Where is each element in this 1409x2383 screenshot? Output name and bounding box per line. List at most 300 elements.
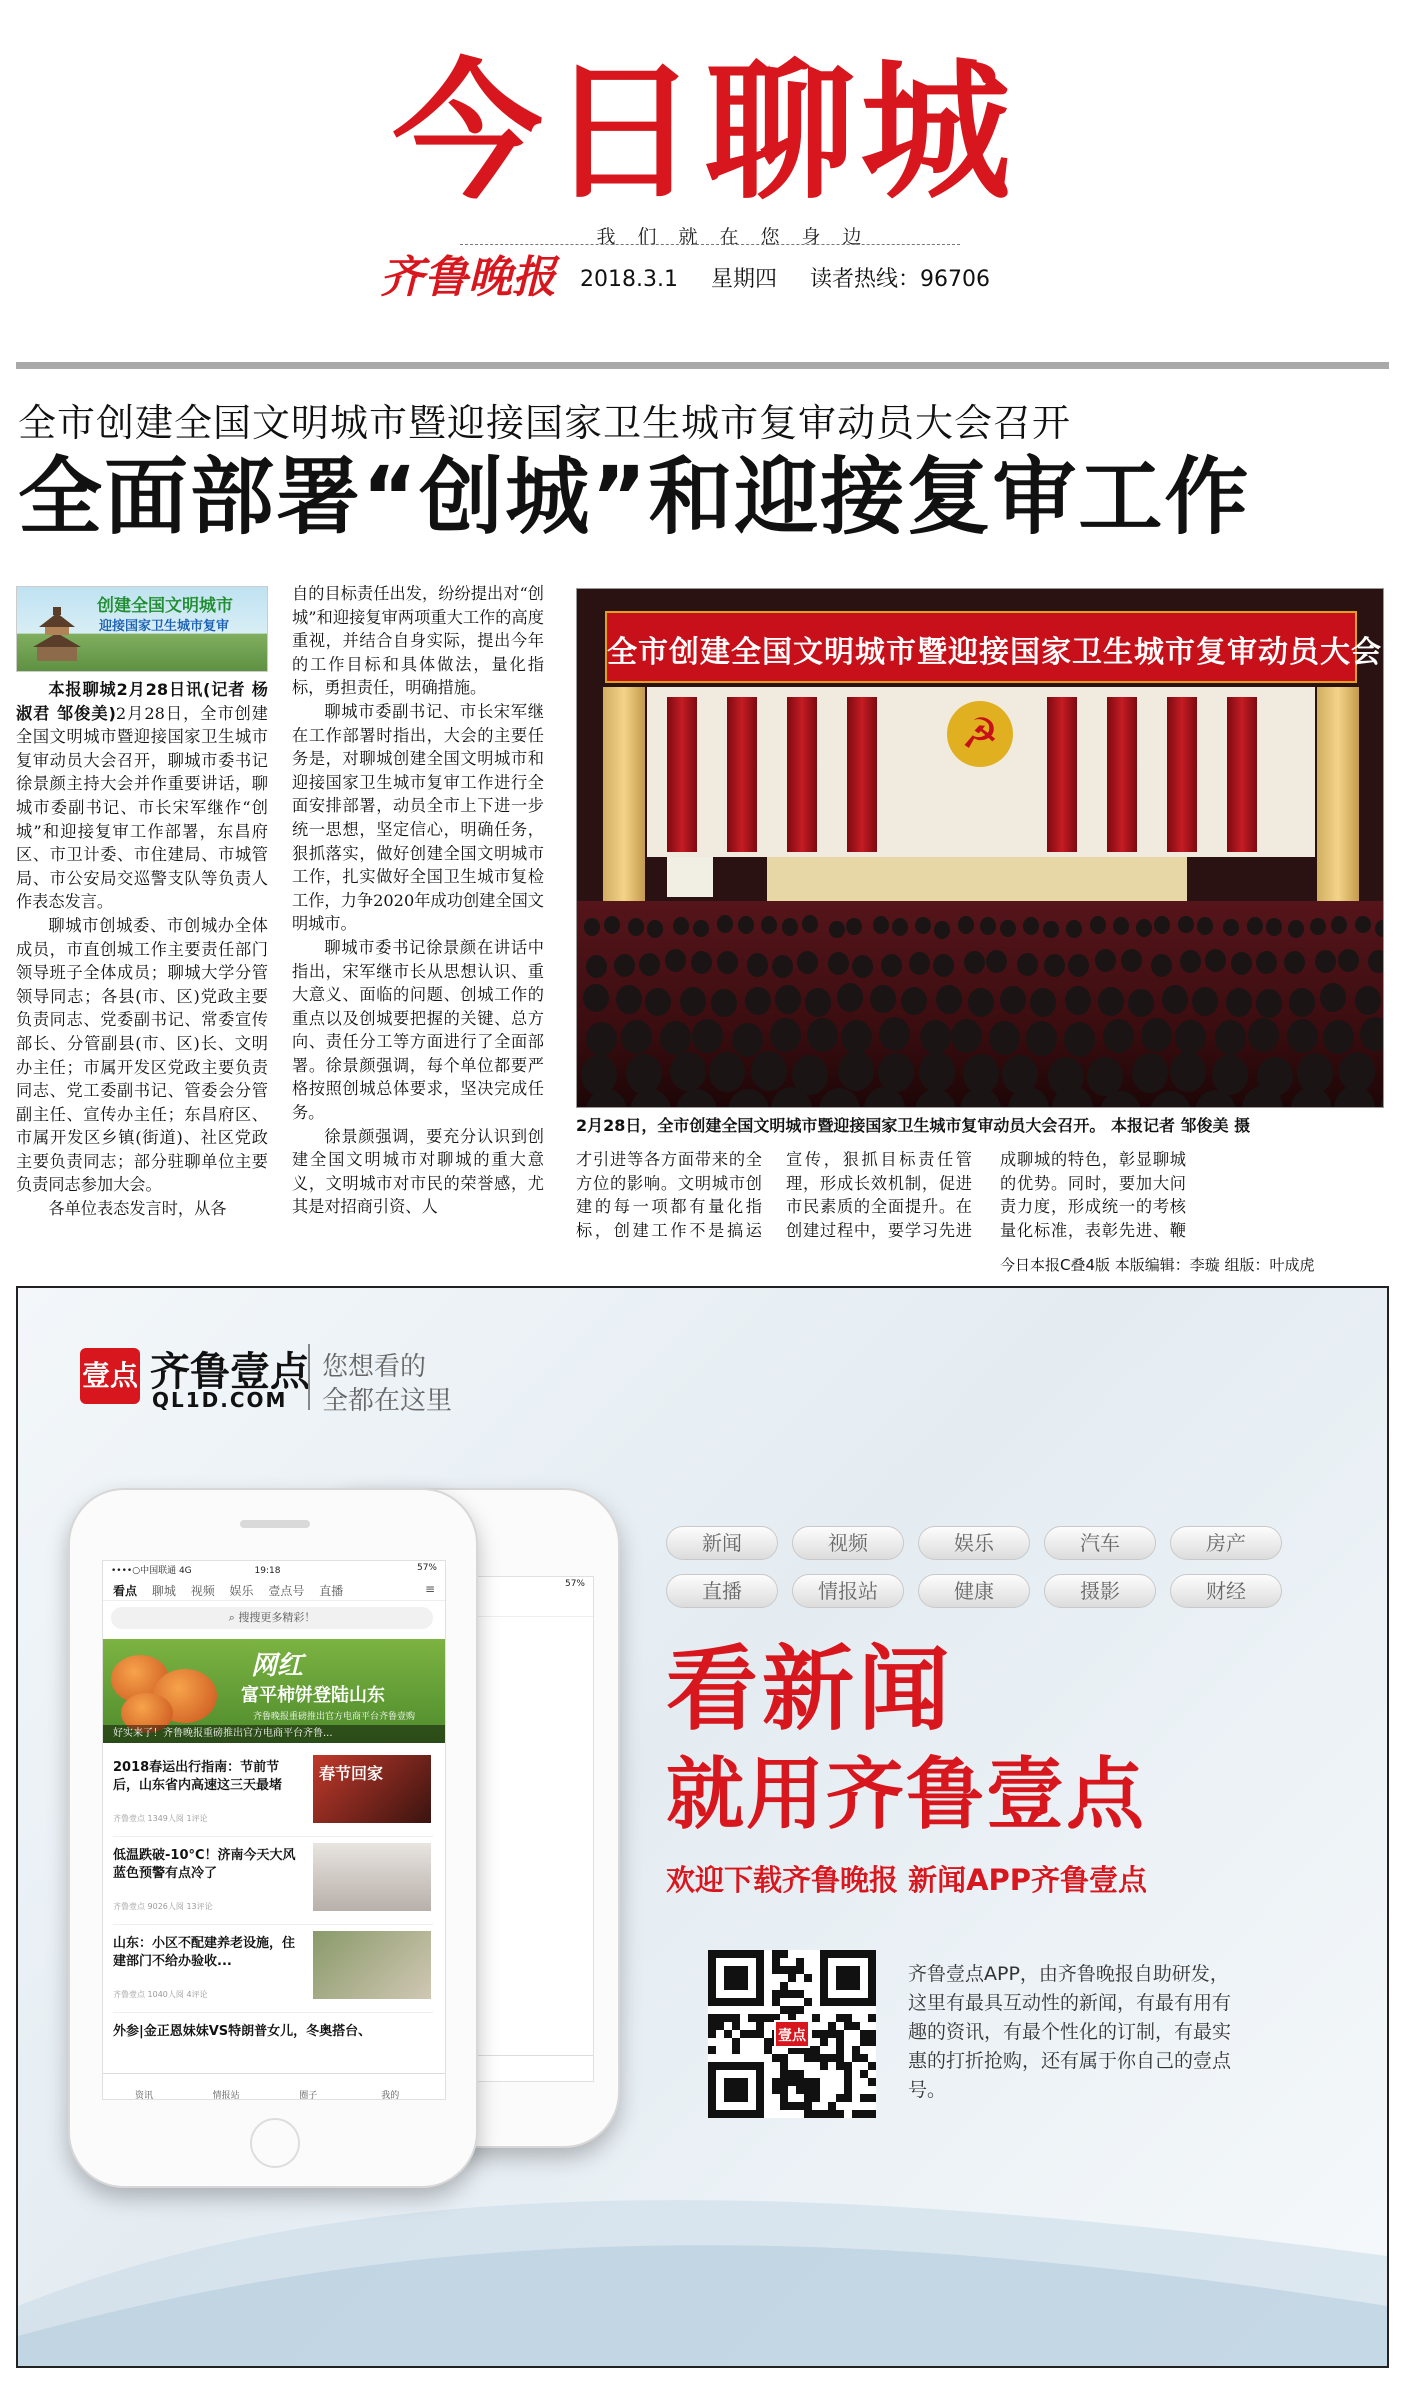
audience-head xyxy=(1256,951,1277,974)
ad-tagline-2: 全都在这里 xyxy=(322,1386,453,1416)
qr-module xyxy=(756,2022,764,2030)
qr-module xyxy=(828,2030,836,2038)
qr-module xyxy=(836,2054,844,2062)
qr-module xyxy=(748,2014,756,2022)
article-column-4 xyxy=(786,1148,972,1244)
audience-head xyxy=(1066,920,1082,938)
audience-head xyxy=(964,951,985,974)
audience-head xyxy=(1000,986,1026,1015)
nav-tab-liaocheng[interactable]: 聊城 xyxy=(151,1584,176,1598)
audience-head xyxy=(1150,1091,1191,1108)
qr-module xyxy=(764,2014,772,2022)
slogan-rule xyxy=(460,244,960,245)
audience-head xyxy=(693,920,709,938)
qr-module xyxy=(708,2022,716,2030)
hero-caption: 好实来了！齐鲁晚报重磅推出官方电商平台齐鲁... xyxy=(103,1725,445,1743)
qr-module xyxy=(820,2054,828,2062)
audience-head xyxy=(1284,951,1305,974)
qilu-yidian-ad xyxy=(16,1286,1389,2368)
masthead-title: 今日聊城 xyxy=(392,46,1017,220)
photo-caption: 2月28日，全市创建全国文明城市暨迎接国家卫生城市复审动员大会召开。 本报记者 邹俊美 摄 xyxy=(576,1116,1251,1135)
audience-head xyxy=(1291,1087,1332,1108)
audience-head xyxy=(1170,1052,1206,1092)
qr-module xyxy=(860,2038,868,2046)
news-list-item[interactable] xyxy=(113,1925,433,2013)
qr-module xyxy=(844,2022,852,2030)
col1-para-3: 各单位表态发言时，从各 xyxy=(48,1199,227,1219)
qr-module xyxy=(796,1958,804,1966)
article-column-1 xyxy=(16,678,268,1238)
qr-module xyxy=(868,2094,876,2102)
audience-head xyxy=(586,1022,617,1056)
nav-tab-entertainment[interactable]: 娱乐 xyxy=(229,1584,254,1598)
news-item-meta: 齐鲁壹点 1349人阅 1评论 xyxy=(113,1814,208,1823)
news-item-title: 2018春运出行指南：节前节后，山东省内高速这三天最堵 xyxy=(113,1760,283,1793)
ad-download-line: 欢迎下载齐鲁晚报 新闻APP齐鲁壹点 xyxy=(666,1863,1148,1897)
qr-module xyxy=(852,2054,860,2062)
qr-module xyxy=(860,2070,868,2078)
campaign-thumbnail xyxy=(16,586,268,672)
audience-head xyxy=(837,983,863,1012)
audience-head xyxy=(1197,917,1213,935)
category-video[interactable]: 视频 xyxy=(792,1526,904,1560)
nav-tab-live[interactable]: 直播 xyxy=(319,1584,344,1598)
qr-module xyxy=(868,2110,876,2118)
qr-module xyxy=(796,2086,804,2094)
audience-head xyxy=(709,1052,745,1092)
ad-brand-divider xyxy=(308,1344,310,1410)
audience-head xyxy=(782,918,798,936)
qr-module xyxy=(780,1950,788,1958)
audience-head xyxy=(1287,1019,1318,1053)
qr-module xyxy=(820,2062,828,2070)
audience-head xyxy=(968,988,994,1017)
audience-head xyxy=(1368,950,1384,973)
masthead-slogan: 我们就在您身边 xyxy=(596,226,884,248)
audience-head xyxy=(986,950,1007,973)
photo-signboard xyxy=(667,857,713,897)
qr-module xyxy=(764,2046,772,2054)
menu-icon[interactable]: ≡ xyxy=(424,1582,435,1596)
qr-module xyxy=(812,2054,820,2062)
phone-search-input[interactable]: ⌕ 搜搜更多精彩！ xyxy=(111,1607,433,1629)
qr-module xyxy=(788,1990,796,1998)
audience-head xyxy=(920,1020,951,1054)
audience-head xyxy=(1154,916,1170,934)
audience-head xyxy=(960,1088,1001,1108)
article-column-3 xyxy=(576,1148,762,1244)
news-item-meta: 齐鲁壹点 1040人阅 4评论 xyxy=(113,1990,208,1999)
party-emblem-icon: ☭ xyxy=(947,701,1013,767)
qr-module xyxy=(780,2102,788,2110)
qr-module xyxy=(780,2006,788,2014)
qr-module xyxy=(788,1966,796,1974)
audience-head xyxy=(1136,919,1152,937)
hero-title-3: 齐鲁晚报重磅推出官方电商平台齐鲁壹购 xyxy=(253,1712,416,1722)
qr-module xyxy=(868,2014,876,2022)
audience-head xyxy=(1162,985,1188,1014)
qr-module xyxy=(836,2062,844,2070)
qr-module xyxy=(708,2014,716,2022)
qr-module xyxy=(780,2078,788,2086)
audience-head xyxy=(1121,949,1142,972)
qr-module xyxy=(796,1966,804,1974)
qr-module xyxy=(780,2086,788,2094)
qr-module xyxy=(772,1958,780,1966)
hero-title-2: 富平柿饼登陆山东 xyxy=(241,1685,385,1706)
audience-head xyxy=(1248,1018,1279,1052)
qr-module xyxy=(836,2030,844,2038)
audience-head xyxy=(1132,1053,1168,1093)
qr-module xyxy=(772,1950,780,1958)
news-item-thumbnail xyxy=(313,1931,431,1999)
audience-head xyxy=(728,1089,769,1108)
qr-module xyxy=(860,2030,868,2038)
audience-head xyxy=(1315,950,1336,973)
audience-head xyxy=(751,1051,787,1091)
qr-module xyxy=(836,2110,844,2118)
phone-hero-banner[interactable] xyxy=(103,1639,445,1743)
audience-head xyxy=(1231,952,1252,975)
qr-module xyxy=(836,2038,844,2046)
qr-module xyxy=(788,2070,796,2078)
phone-home-button[interactable] xyxy=(250,2118,300,2168)
audience-head xyxy=(645,988,671,1017)
nav-tab-highlights[interactable]: 看点 xyxy=(113,1584,138,1598)
qr-module xyxy=(732,2038,740,2046)
audience-head xyxy=(934,921,950,939)
audience-head xyxy=(676,1089,717,1108)
audience-head xyxy=(1017,953,1038,976)
audience-head xyxy=(692,1019,723,1053)
qr-module xyxy=(804,1974,812,1982)
col4-para: 宣传，狠抓目标责任管理，形成长效机制，促进市民素质的全面提升。在创建过程中，要学习先进 xyxy=(786,1150,972,1240)
tab-circle[interactable]: 圈子 xyxy=(299,2091,318,2100)
news-item-meta: 齐鲁壹点 9026人阅 13评论 xyxy=(113,1902,213,1911)
audience-head xyxy=(951,1019,982,1053)
audience-head xyxy=(717,951,738,974)
audience-head xyxy=(852,955,873,978)
audience-head xyxy=(805,988,831,1017)
qr-module xyxy=(788,2006,796,2014)
audience-head xyxy=(1323,1020,1354,1054)
category-live[interactable]: 直播 xyxy=(666,1574,778,1608)
category-auto[interactable]: 汽车 xyxy=(1044,1526,1156,1560)
audience-head xyxy=(1065,986,1091,1015)
category-intel[interactable]: 情报站 xyxy=(792,1574,904,1608)
qr-finder xyxy=(836,1966,860,1990)
col5-para: 成聊城的特色，彰显聊城的优势。同时，要加大问责力度，形成统一的考核量化标准，表彰先进、鞭 xyxy=(1000,1150,1186,1240)
news-list-item[interactable] xyxy=(113,1749,433,1837)
tab-mine[interactable]: 我的 xyxy=(381,2091,400,2100)
category-realestate[interactable]: 房产 xyxy=(1170,1526,1282,1560)
qr-module xyxy=(780,2054,788,2062)
ad-slogan-1: 看新闻 xyxy=(666,1636,955,1743)
ad-description: 齐鲁壹点APP，由齐鲁晚报自助研发，这里有最具互动性的新闻，有最有用有趣的资讯，有最个性化的订制，有最实惠的打折抢购，还有属于你自己的壹点号。 xyxy=(908,1963,1232,2101)
qr-module xyxy=(796,2102,804,2110)
audience-head xyxy=(1023,917,1039,935)
audience-head xyxy=(628,918,644,936)
category-finance[interactable]: 财经 xyxy=(1170,1574,1282,1608)
audience-head xyxy=(680,987,706,1016)
news-list-item[interactable] xyxy=(113,2013,433,2053)
audience-head xyxy=(936,985,962,1014)
qr-finder xyxy=(724,2078,748,2102)
audience-head xyxy=(878,1053,914,1093)
qr-module xyxy=(820,2110,828,2118)
qr-module xyxy=(780,1990,788,1998)
news-item-title: 山东：小区不配建养老设施，住建部门不给办验收... xyxy=(113,1936,296,1969)
category-entertainment[interactable]: 娱乐 xyxy=(918,1526,1030,1560)
article-column-5 xyxy=(1000,1148,1186,1244)
col3-para: 才引进等各方面带来的全方位的影响。文明城市创建的每一项都有量化指标，创建工作不是搞运 xyxy=(576,1150,762,1240)
photo-banner xyxy=(605,611,1382,683)
qr-module xyxy=(732,2022,740,2030)
col2-para-1: 自的目标责任出发，纷纷提出对“创城”和迎接复审两项重大工作的高度重视，并结合自身实际，提出今年的工作目标和具体做法，量化指标，勇担责任，明确措施。 xyxy=(292,584,544,698)
qr-module xyxy=(844,2094,852,2102)
qr-module xyxy=(796,2070,804,2078)
qr-module xyxy=(796,2078,804,2086)
qr-module xyxy=(716,2022,724,2030)
audience-head xyxy=(1320,983,1346,1012)
audience-head xyxy=(909,952,930,975)
qr-module xyxy=(788,2102,796,2110)
phone-statusbar xyxy=(103,1561,445,1577)
audience-head xyxy=(1355,916,1371,934)
audience-head xyxy=(802,915,818,933)
audience-head xyxy=(989,1021,1020,1055)
qr-module xyxy=(804,1998,812,2006)
qr-module xyxy=(868,2062,876,2070)
audience-head xyxy=(604,916,620,934)
audience-head xyxy=(829,921,845,939)
qr-module xyxy=(860,2094,868,2102)
page-credits: 今日本报C叠4版 本版编辑：李璇 组版：叶成虎 xyxy=(1000,1256,1315,1274)
ad-slogan-2: 就用齐鲁壹点 xyxy=(666,1750,1147,1840)
col2-para-4: 徐景颜强调，要充分认识到创建全国文明城市对聊城的重大意义，文明城市对市民的荣誉感，尤其是对招商引资、人 xyxy=(292,1126,544,1217)
article-kicker: 全市创建全国文明城市暨迎接国家卫生城市复审动员大会召开 xyxy=(18,401,1072,445)
qr-module xyxy=(756,2014,764,2022)
audience-head xyxy=(1375,920,1384,938)
news-item-thumbnail: 春节回家 xyxy=(313,1755,431,1823)
qr-module xyxy=(772,2054,780,2062)
qr-module xyxy=(724,2030,732,2038)
thumb-title: 创建全国文明城市 xyxy=(97,596,233,616)
qr-module xyxy=(804,2102,812,2110)
qr-module xyxy=(812,2094,820,2102)
phone-tabbar xyxy=(103,2073,445,2099)
qr-module xyxy=(780,2094,788,2102)
category-news[interactable]: 新闻 xyxy=(666,1526,778,1560)
audience-head xyxy=(1068,954,1089,977)
qr-module xyxy=(836,2014,844,2022)
audience-head xyxy=(807,1018,838,1052)
audience-head xyxy=(1113,917,1129,935)
audience-head xyxy=(616,985,642,1014)
yidian-logo-icon: 壹点 xyxy=(80,1348,140,1404)
qr-module xyxy=(804,2110,812,2118)
audience-head xyxy=(958,916,974,934)
qr-module xyxy=(812,2086,820,2094)
audience-head xyxy=(901,987,927,1016)
audience-head xyxy=(738,916,754,934)
qr-module xyxy=(804,2054,812,2062)
qr-module xyxy=(868,2038,876,2046)
qr-module xyxy=(780,1966,788,1974)
qr-module xyxy=(844,2070,852,2078)
audience-head xyxy=(1098,987,1124,1016)
audience-head xyxy=(828,952,849,975)
audience-head xyxy=(1212,1055,1248,1095)
audience-head xyxy=(1215,1020,1246,1054)
audience-head xyxy=(745,987,771,1016)
audience-head xyxy=(1090,916,1106,934)
qr-module xyxy=(780,1982,788,1990)
qr-module xyxy=(796,2006,804,2014)
qilu-evening-news-logo: 齐鲁晚报 xyxy=(380,252,556,303)
audience-head xyxy=(819,1088,860,1108)
photo-audience xyxy=(577,901,1384,1108)
news-list-item[interactable] xyxy=(113,1837,433,1925)
qr-module xyxy=(772,1966,780,1974)
category-photo[interactable]: 摄影 xyxy=(1044,1574,1156,1608)
qr-module xyxy=(836,2094,844,2102)
issue-weekday: 星期四 xyxy=(710,267,777,292)
qr-finder xyxy=(724,1966,748,1990)
dateline xyxy=(580,262,1016,293)
qr-module xyxy=(780,2070,788,2078)
article-column-2 xyxy=(292,582,544,1242)
phone-front-screen xyxy=(102,1560,446,2100)
qr-module xyxy=(796,1990,804,1998)
audience-head xyxy=(1355,986,1381,1015)
qr-module xyxy=(788,1974,796,1982)
qr-module xyxy=(764,2038,772,2046)
status-carrier: ••••○中国联通 4G xyxy=(111,1566,192,1576)
audience-head xyxy=(1178,916,1194,934)
audience-head xyxy=(660,1021,691,1055)
audience-head xyxy=(1223,919,1239,937)
tab-intel[interactable]: 情报站 xyxy=(212,2091,240,2100)
phone-back-statusbar: 57% xyxy=(564,1579,585,1589)
qr-module xyxy=(844,2014,852,2022)
audience-head xyxy=(1192,987,1218,1016)
status-time: 19:18 xyxy=(254,1566,281,1576)
category-health[interactable]: 健康 xyxy=(918,1574,1030,1608)
audience-head xyxy=(1043,921,1059,939)
photo-rostrum xyxy=(767,857,1187,901)
qr-module xyxy=(732,2014,740,2022)
audience-head xyxy=(873,916,889,934)
audience-head xyxy=(586,955,607,978)
col1-para-2: 聊城市创城委、市创城办全体成员，市直创城工作主要责任部门领导班子全体成员；聊城大学分管领导同志；各县(市、区)党政主要负责同志、党委副书记、常委宣传部长、分管副县(市、区)长、文明办主任；市属开发区党政主要负责同志、党工委副书记、管委会分管副主任、宣传办主任；东昌府区、市属开发区乡镇(街道)、社区党政主要负责同志；部分驻聊单位主要负责同志参加大会。 xyxy=(16,915,268,1195)
audience-head xyxy=(583,984,609,1013)
qr-module xyxy=(820,2038,828,2046)
qr-module xyxy=(812,2110,820,2118)
audience-head xyxy=(647,920,663,938)
audience-head xyxy=(1289,988,1315,1017)
qr-logo-icon: 壹点 xyxy=(774,2020,810,2048)
audience-head xyxy=(1310,918,1326,936)
audience-head xyxy=(1030,988,1056,1017)
audience-head xyxy=(980,917,996,935)
audience-head xyxy=(626,1054,662,1094)
qr-module xyxy=(740,2030,748,2038)
qr-module xyxy=(860,2054,868,2062)
audience-head xyxy=(1000,920,1016,938)
nav-tab-yidianhao[interactable]: 壹点号 xyxy=(268,1584,305,1598)
audience-head xyxy=(841,1020,872,1054)
qr-module xyxy=(748,2030,756,2038)
audience-head xyxy=(775,985,801,1014)
tab-news[interactable]: 资讯 xyxy=(135,2091,154,2100)
audience-head xyxy=(870,985,896,1014)
audience-head xyxy=(1338,949,1359,972)
ad-domain: QL1D.COM xyxy=(152,1388,288,1412)
qr-module xyxy=(868,2078,876,2086)
audience-head xyxy=(670,1052,706,1092)
qr-module xyxy=(852,2110,860,2118)
audience-head xyxy=(1175,1020,1206,1054)
hero-title-1: 网红 xyxy=(251,1651,304,1681)
audience-head xyxy=(1226,988,1252,1017)
qr-module xyxy=(732,2046,740,2054)
audience-head xyxy=(747,953,768,976)
audience-head xyxy=(838,1051,874,1091)
status-battery: 57% xyxy=(416,1563,437,1573)
qr-module xyxy=(780,2062,788,2070)
qr-module xyxy=(772,2086,780,2094)
audience-head xyxy=(761,916,777,934)
qr-module xyxy=(836,2046,844,2054)
qr-module xyxy=(788,2078,796,2086)
meeting-photo xyxy=(576,588,1384,1108)
qr-module xyxy=(812,2046,820,2054)
qr-module xyxy=(708,2046,716,2054)
article-byline: 本报聊城2月28日讯(记者 杨淑君 邹俊美) xyxy=(16,680,268,723)
qr-module xyxy=(852,2022,860,2030)
audience-head xyxy=(639,953,660,976)
qr-module xyxy=(868,2030,876,2038)
qr-module xyxy=(828,2110,836,2118)
audience-head xyxy=(584,918,600,936)
audience-head xyxy=(846,918,862,936)
audience-head xyxy=(915,1089,956,1108)
qr-module xyxy=(812,2078,820,2086)
audience-head xyxy=(1128,989,1154,1018)
ad-brand-name: 齐鲁壹点 xyxy=(150,1349,310,1395)
col2-para-3: 聊城市委书记徐景颜在讲话中指出，宋军继市长从思想认识、重大意义、面临的问题、创城工作的重点以及创城要把握的关键、总方向、责任分工等方面进行了全面部署。徐景颜强调，每个单位都要严格按照创城总体要求，坚决完成任务。 xyxy=(292,937,544,1123)
ad-tagline-1: 您想看的 xyxy=(322,1352,427,1382)
thumb-subtitle: 迎接国家卫生城市复审 xyxy=(99,619,230,634)
qr-module xyxy=(772,2078,780,2086)
download-qr-code[interactable] xyxy=(708,1950,876,2118)
audience-head xyxy=(1288,920,1304,938)
audience-head xyxy=(879,1017,910,1051)
nav-tab-video[interactable]: 视频 xyxy=(190,1584,215,1598)
qr-module xyxy=(860,2110,868,2118)
news-item-title: 外参|金正恩妹妹VS特朗普女儿，冬奥搭台、 xyxy=(113,2024,372,2039)
qr-module xyxy=(844,2062,852,2070)
audience-head xyxy=(1151,954,1172,977)
qr-module xyxy=(804,2086,812,2094)
audience-head xyxy=(1360,1017,1384,1051)
audience-head xyxy=(1256,989,1282,1018)
col1-para-1: 2月28日，全市创建全国文明城市暨迎接国家卫生城市复审动员大会召开，聊城市委书记徐景颜主持大会并作重要讲话，聊城市委副书记、市长宋军继作“创城”和迎接复审工作部署，东昌府区、市卫计委、市住建局、市城管局、市公安局交巡警支队等负责人作表态发言。 xyxy=(16,703,268,912)
photo-banner-text: 全市创建全国文明城市暨迎接国家卫生城市复审动员大会 xyxy=(607,635,1382,670)
qr-module xyxy=(812,2014,820,2022)
audience-head xyxy=(614,954,635,977)
